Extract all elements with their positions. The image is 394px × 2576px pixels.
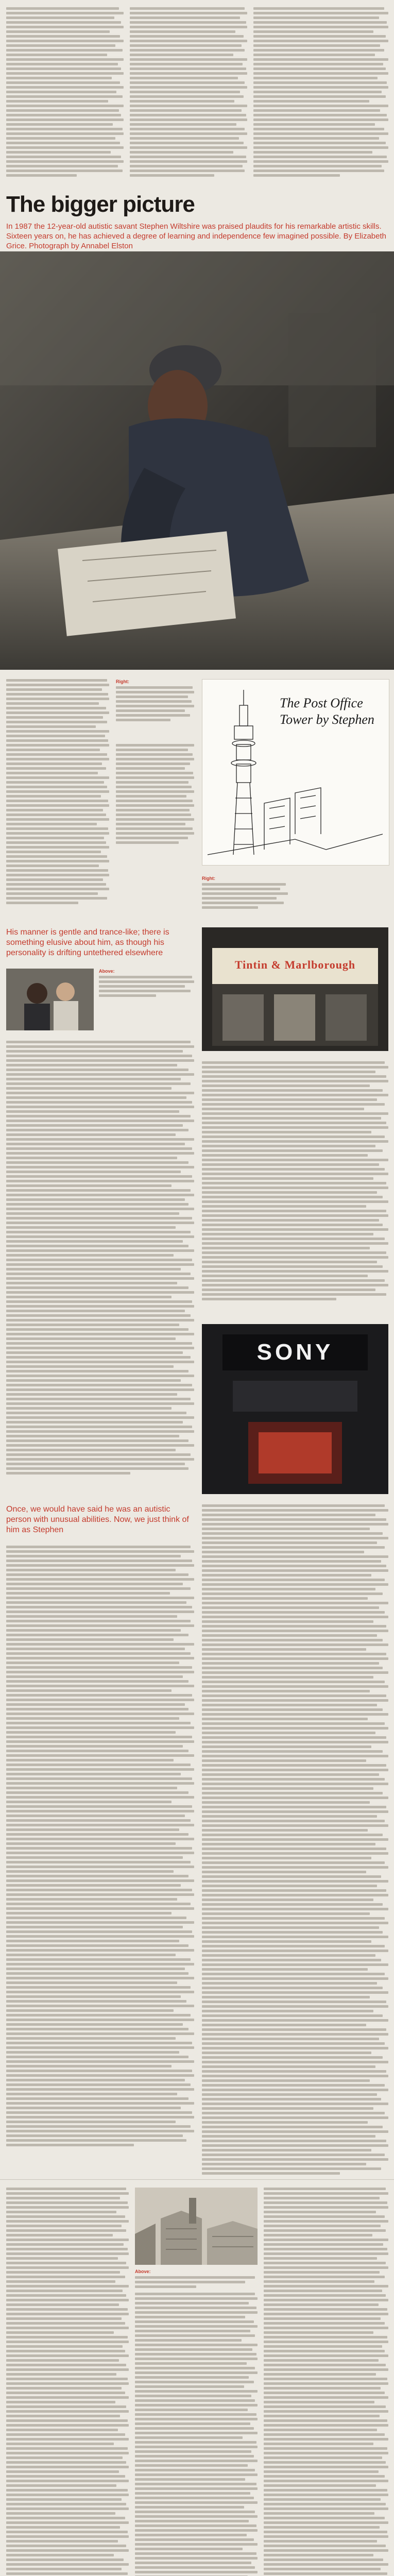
town-photo [135, 2188, 258, 2265]
body-column-3 [6, 1041, 194, 1477]
body-column-5 [6, 1546, 194, 2148]
caption-text [135, 2276, 258, 2288]
pullquote-1: His manner is gentle and trance-like; there is something elusive about him, as though his personality is drifting untethered elsewhere [6, 928, 169, 957]
caption-label: Above: [99, 969, 115, 974]
text-block [6, 679, 109, 904]
shop-sign-photo [202, 927, 388, 1051]
intro-column-1 [6, 7, 124, 179]
hero-photo-illustration [0, 251, 394, 670]
intro-column-3 [253, 7, 388, 179]
text-block [253, 7, 388, 177]
town-caption [135, 2269, 258, 2290]
text-block [6, 1041, 194, 1475]
text-block [264, 2188, 388, 2576]
photo-two-people [6, 969, 94, 1030]
text-block [202, 1061, 388, 1300]
sony-logo: SONY [256, 1340, 334, 1365]
body-column-2 [116, 744, 194, 846]
drawing-caption: The Post Office Tower by Stephen [280, 696, 374, 727]
caption-block-right-2 [202, 876, 388, 920]
bottom-column-2 [135, 2293, 258, 2576]
sony-photo [202, 1324, 388, 1494]
body-column-4 [202, 1061, 388, 1302]
caption-block-right [116, 679, 194, 723]
photo-caption [99, 969, 194, 999]
text-block [202, 1504, 388, 2175]
text-block [6, 2188, 129, 2576]
caption-label: Right: [202, 876, 215, 881]
text-block [116, 744, 194, 844]
bottom-column-3 [264, 2188, 388, 2576]
shop-sign-text: Tintin & Marlborough [234, 958, 356, 971]
caption-text [202, 883, 388, 909]
caption-text [116, 686, 194, 721]
caption-label: Above: [135, 2269, 151, 2274]
headline: The bigger picture [6, 192, 195, 217]
hero-photo [0, 251, 394, 670]
text-block [130, 7, 247, 177]
text-block [6, 1546, 194, 2146]
pullquote-2: Once, we would have said he was an autistic person with unusual abilities. Now, we just think of him as Stephen [6, 1505, 189, 1534]
standfirst: In 1987 the 12-year-old autistic savant Stephen Wiltshire was praised plaudits for his remarkable artistic skills. Sixteen years on, he has achieved a degree of learning and independence few imagined possible. By Elizabeth Grice. Photograph by Annabel Elston [6, 222, 386, 250]
body-column-1 [6, 679, 109, 906]
text-block [6, 7, 124, 177]
caption-label: Right: [116, 679, 129, 684]
town-illustration [135, 2188, 258, 2265]
photo-illustration [6, 969, 94, 1030]
text-block [135, 2293, 258, 2576]
bottom-column-1 [6, 2188, 129, 2576]
section-divider [0, 2179, 394, 2180]
body-column-6 [202, 1504, 388, 2177]
post-office-tower-drawing [202, 679, 389, 866]
intro-column-2 [130, 7, 247, 179]
caption-text [99, 976, 194, 997]
sign-illustration [202, 927, 388, 1051]
